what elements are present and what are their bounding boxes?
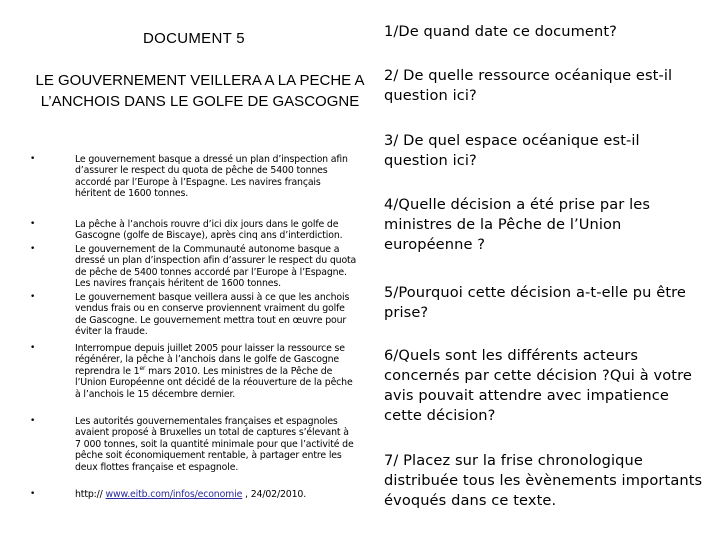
source-suffix: , 24/02/2010. — [242, 489, 307, 500]
bullet-text: La pêche à l’anchois rouvre d’ici dix jours dans le golfe de Gascogne (golfe de Biscaye), après cinq ans d’interdiction. — [75, 219, 343, 242]
bullet-marker: • — [30, 343, 36, 353]
bullet-text-part: mars 2010. Les ministres de la Pêche de l’Union Européenne ont décidé de la réouverture de la pêche à l’anchois le 15 décembre dernier. — [75, 365, 353, 400]
bullet-marker: • — [30, 489, 36, 499]
bullet-text-part: Interrompue depuis juillet 2005 pour laisser la ressource se régénérer, la pêche à l’anchois dans le golfe de Gascogne reprendra le 1 — [75, 343, 345, 377]
source-link[interactable]: www.eitb.com/infos/economie — [105, 489, 243, 500]
source-citation — [75, 489, 357, 500]
bullet-text — [75, 343, 357, 400]
question-6: 6/Quels sont les différents acteurs concernés par cette décision ?Qui à votre avis pouvait attendre avec impatience cette décision? — [384, 347, 692, 424]
bullet-text: Le gouvernement de la Communauté autonome basque a dressé un plan d’inspection afin d’assurer le respect du quota de pêche de 5400 tonnes accordé par l’Europe à l’Espagne. Les navires français héritent de 1600 tonnes. — [75, 244, 357, 290]
ordinal-superscript: er — [139, 364, 146, 372]
bullet-marker: • — [30, 219, 36, 229]
document-label: DOCUMENT 5 — [143, 30, 245, 47]
question-4: 4/Quelle décision a été prise par les ministres de la Pêche de l’Union européenne ? — [384, 196, 651, 253]
bullet-marker: • — [30, 416, 36, 426]
document-headline: LE GOUVERNEMENT VEILLERA A LA PECHE A L’ANCHOIS DANS LE GOLFE DE GASCOGNE — [35, 72, 365, 110]
bullet-marker: • — [30, 244, 36, 254]
bullet-text: Les autorités gouvernementales françaises et espagnoles avaient proposé à Bruxelles un total de captures s’élevant à 7 000 tonnes, soit la quantité minimale pour que l’activité de pêche soit économiquement rentable, à partager entre les deux flottes française et espagnole. — [75, 416, 354, 473]
bullet-text: Le gouvernement basque a dressé un plan d’inspection afin d’assurer le respect du quota de pêche de 5400 tonnes accordé par l’Europe à l’Espagne. Les navires français héritent de 1600 tonnes. — [75, 154, 348, 200]
question-2: 2/ De quelle ressource océanique est-il question ici? — [384, 67, 673, 104]
question-7: 7/ Placez sur la frise chronologique distribuée tous les èvènements importants évoqués dans ce texte. — [384, 452, 703, 509]
question-3: 3/ De quel espace océanique est-il question ici? — [384, 132, 640, 169]
bullet-marker: • — [30, 292, 36, 302]
question-1: 1/De quand date ce document? — [384, 23, 618, 40]
question-5: 5/Pourquoi cette décision a-t-elle pu être prise? — [384, 284, 687, 321]
bullet-marker: • — [30, 154, 36, 164]
bullet-text: Le gouvernement basque veillera aussi à ce que les anchois vendus frais ou en conserve proviennent vraiment du golfe de Gascogne. Le gouvernement mettra tout en œuvre pour éviter la fraude. — [75, 292, 350, 338]
source-prefix: http:// — [75, 489, 106, 500]
